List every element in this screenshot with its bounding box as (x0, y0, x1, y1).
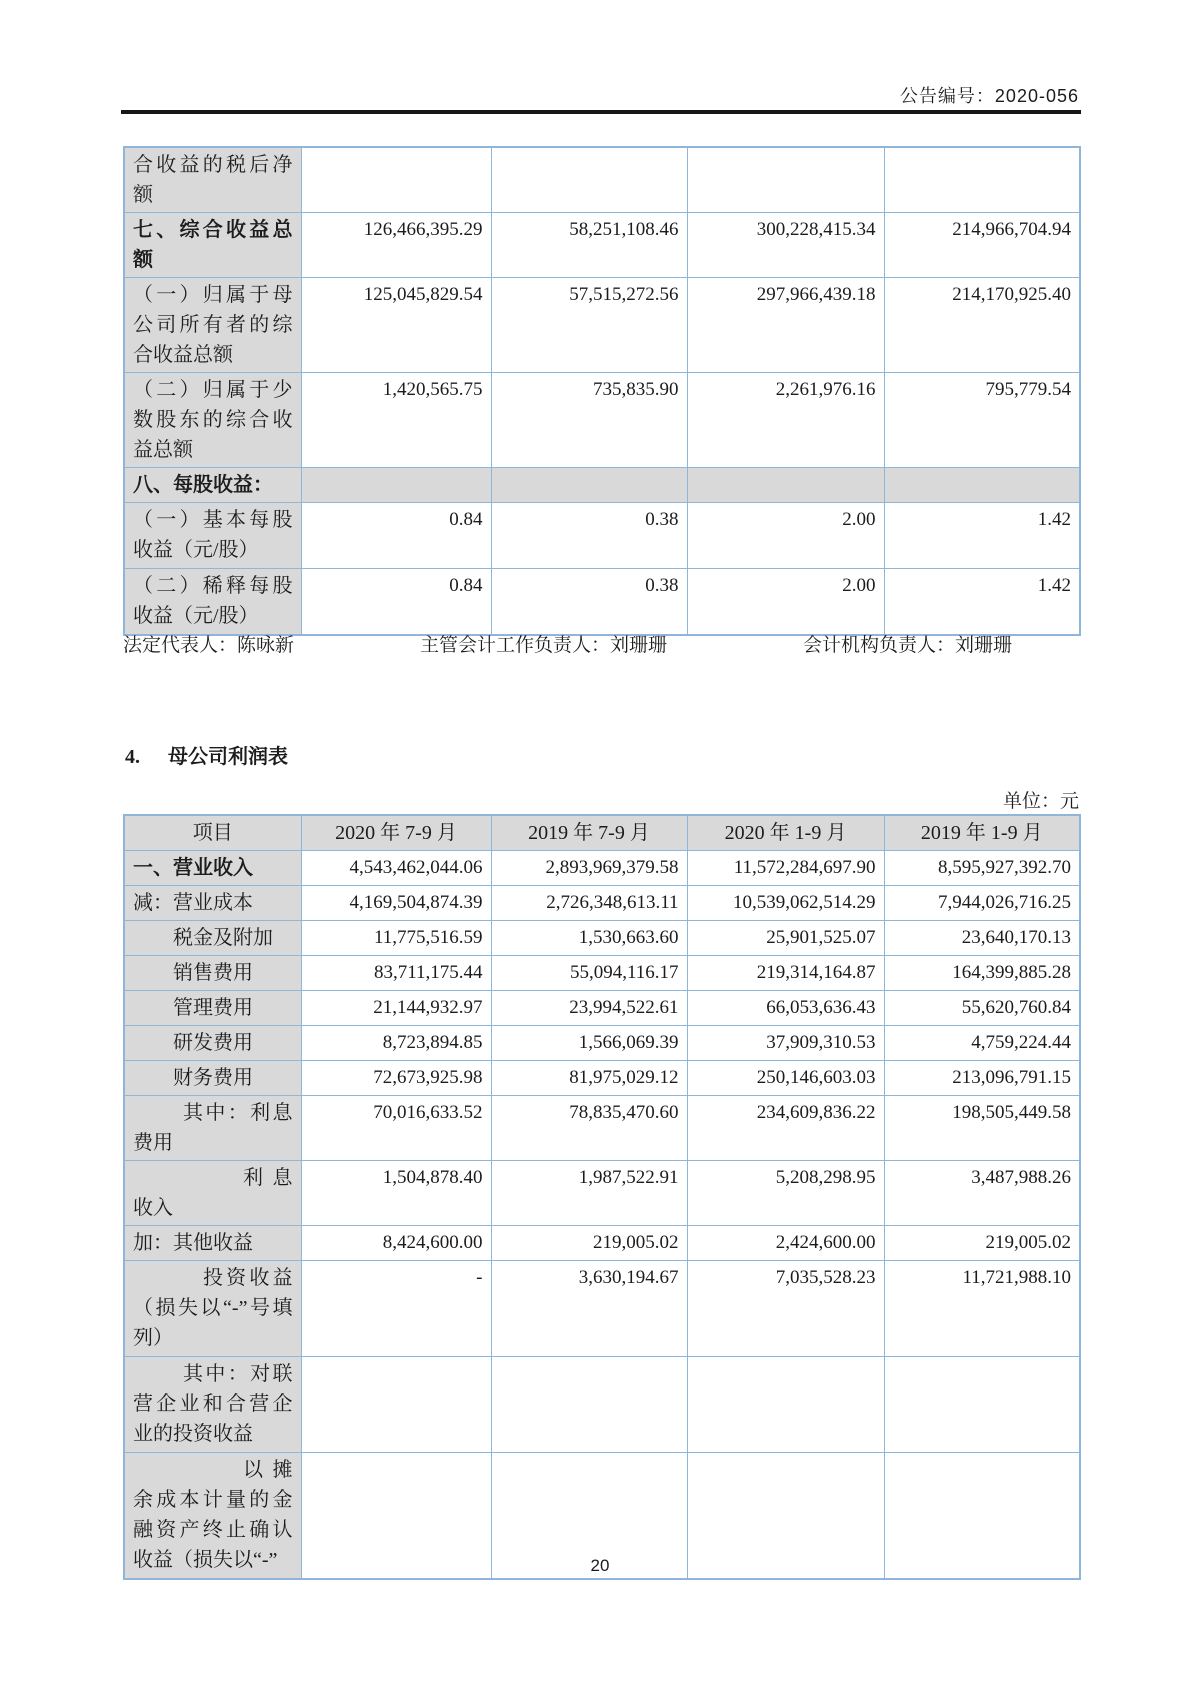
cell-value: 70,016,633.52 (301, 1096, 491, 1161)
row-label: 一、营业收入 (124, 851, 301, 886)
cell-value: 11,572,284,697.90 (687, 851, 884, 886)
signature-line (123, 630, 1079, 656)
table-row (124, 468, 1080, 503)
row-label: 以摊余成本计量的金融资产终止确认收益（损失以“-” (124, 1453, 301, 1579)
row-label: （二）归属于少数股东的综合收益总额 (124, 373, 301, 468)
row-label: 税金及附加 (124, 921, 301, 956)
table-header-row (124, 815, 1080, 851)
cell-value: 7,944,026,716.25 (884, 886, 1080, 921)
cell-value: 214,966,704.94 (884, 213, 1080, 278)
cell-value: 5,208,298.95 (687, 1161, 884, 1226)
table-row (124, 991, 1080, 1026)
cell-value (687, 468, 884, 503)
cell-value: 4,169,504,874.39 (301, 886, 491, 921)
cell-value: 11,775,516.59 (301, 921, 491, 956)
cell-value: 23,640,170.13 (884, 921, 1080, 956)
header-rule (121, 110, 1081, 114)
cell-value: 25,901,525.07 (687, 921, 884, 956)
column-header: 2019 年 1-9 月 (884, 815, 1080, 851)
cell-value: 4,543,462,044.06 (301, 851, 491, 886)
chief-accounting-officer: 主管会计工作负责人：刘珊珊 (420, 635, 668, 656)
cell-value: 8,723,894.85 (301, 1026, 491, 1061)
table-row (124, 147, 1080, 213)
cell-value: 219,005.02 (491, 1226, 687, 1261)
cell-value: 83,711,175.44 (301, 956, 491, 991)
cell-value (884, 468, 1080, 503)
cell-value: 72,673,925.98 (301, 1061, 491, 1096)
cell-value: 4,759,224.44 (884, 1026, 1080, 1061)
cell-value: 234,609,836.22 (687, 1096, 884, 1161)
cell-value: 2,424,600.00 (687, 1226, 884, 1261)
table-row (124, 921, 1080, 956)
row-label: 其中：利息费用 (124, 1096, 301, 1161)
column-header: 项目 (124, 815, 301, 851)
cell-value: 58,251,108.46 (491, 213, 687, 278)
consolidated-income-statement-table (123, 146, 1081, 636)
table-row (124, 373, 1080, 468)
cell-value: 1.42 (884, 503, 1080, 569)
cell-value (491, 468, 687, 503)
cell-value: 10,539,062,514.29 (687, 886, 884, 921)
table-row (124, 1096, 1080, 1161)
row-label: 减：营业成本 (124, 886, 301, 921)
table-row (124, 851, 1080, 886)
table-row (124, 886, 1080, 921)
section-title: 母公司利润表 (168, 746, 288, 768)
table-row (124, 1161, 1080, 1226)
cell-value: 0.38 (491, 503, 687, 569)
table-row (124, 1026, 1080, 1061)
cell-value: 1.42 (884, 569, 1080, 635)
cell-value: 0.84 (301, 503, 491, 569)
accounting-dept-head: 会计机构负责人：刘珊珊 (803, 635, 1013, 656)
cell-value: 57,515,272.56 (491, 278, 687, 373)
table-row (124, 278, 1080, 373)
column-header: 2020 年 1-9 月 (687, 815, 884, 851)
row-label: 七、综合收益总额 (124, 213, 301, 278)
row-label: 加：其他收益 (124, 1226, 301, 1261)
row-label: （一）归属于母公司所有者的综合收益总额 (124, 278, 301, 373)
cell-value: 795,779.54 (884, 373, 1080, 468)
row-label: 合收益的税后净额 (124, 147, 301, 213)
cell-value: 198,505,449.58 (884, 1096, 1080, 1161)
row-label: 研发费用 (124, 1026, 301, 1061)
cell-value: 219,314,164.87 (687, 956, 884, 991)
cell-value: 2,726,348,613.11 (491, 886, 687, 921)
cell-value: 3,487,988.26 (884, 1161, 1080, 1226)
column-header: 2019 年 7-9 月 (491, 815, 687, 851)
row-label: 其中：对联营企业和合营企业的投资收益 (124, 1357, 301, 1453)
notice-number: 公告编号：2020-056 (899, 86, 1079, 106)
cell-value: 78,835,470.60 (491, 1096, 687, 1161)
cell-value: 55,620,760.84 (884, 991, 1080, 1026)
cell-value: 21,144,932.97 (301, 991, 491, 1026)
cell-value: 1,530,663.60 (491, 921, 687, 956)
cell-value: 8,595,927,392.70 (884, 851, 1080, 886)
section-number: 4. (125, 746, 140, 768)
cell-value: 1,504,878.40 (301, 1161, 491, 1226)
cell-value (687, 147, 884, 213)
cell-value (491, 147, 687, 213)
cell-value: 1,987,522.91 (491, 1161, 687, 1226)
cell-value: 213,096,791.15 (884, 1061, 1080, 1096)
cell-value: 0.84 (301, 569, 491, 635)
cell-value: 0.38 (491, 569, 687, 635)
cell-value (301, 147, 491, 213)
cell-value: 55,094,116.17 (491, 956, 687, 991)
row-label: 利息收入 (124, 1161, 301, 1226)
cell-value: 81,975,029.12 (491, 1061, 687, 1096)
row-label: 销售费用 (124, 956, 301, 991)
page-number: 20 (590, 1556, 610, 1575)
row-label: 管理费用 (124, 991, 301, 1026)
cell-value: 125,045,829.54 (301, 278, 491, 373)
table-row (124, 503, 1080, 569)
row-label: 八、每股收益： (124, 468, 301, 503)
cell-value (884, 1357, 1080, 1453)
table-row (124, 1261, 1080, 1357)
unit-note: 单位：元 (1002, 791, 1079, 812)
cell-value: 7,035,528.23 (687, 1261, 884, 1357)
cell-value (301, 1357, 491, 1453)
table-row (124, 1226, 1080, 1261)
cell-value: 1,566,069.39 (491, 1026, 687, 1061)
row-label: 投资收益（损失以“-”号填列） (124, 1261, 301, 1357)
cell-value: 66,053,636.43 (687, 991, 884, 1026)
cell-value: 126,466,395.29 (301, 213, 491, 278)
parent-income-statement-table (123, 814, 1081, 1580)
table-row (124, 1357, 1080, 1453)
cell-value: 37,909,310.53 (687, 1026, 884, 1061)
cell-value (491, 1357, 687, 1453)
column-header: 2020 年 7-9 月 (301, 815, 491, 851)
cell-value: 3,630,194.67 (491, 1261, 687, 1357)
cell-value: 164,399,885.28 (884, 956, 1080, 991)
table-row (124, 1061, 1080, 1096)
cell-value (687, 1357, 884, 1453)
table-row (124, 956, 1080, 991)
cell-value: 300,228,415.34 (687, 213, 884, 278)
cell-value: 11,721,988.10 (884, 1261, 1080, 1357)
cell-value: 8,424,600.00 (301, 1226, 491, 1261)
cell-value: - (301, 1261, 491, 1357)
cell-value: 2.00 (687, 503, 884, 569)
cell-value: 297,966,439.18 (687, 278, 884, 373)
cell-value: 219,005.02 (884, 1226, 1080, 1261)
cell-value: 250,146,603.03 (687, 1061, 884, 1096)
table-row (124, 213, 1080, 278)
cell-value (301, 468, 491, 503)
section-heading (125, 740, 288, 769)
row-label: （一）基本每股收益（元/股） (124, 503, 301, 569)
cell-value (884, 147, 1080, 213)
cell-value: 2,893,969,379.58 (491, 851, 687, 886)
legal-representative: 法定代表人：陈咏新 (123, 635, 295, 656)
row-label: （二）稀释每股收益（元/股） (124, 569, 301, 635)
table-row (124, 569, 1080, 635)
cell-value: 1,420,565.75 (301, 373, 491, 468)
cell-value: 214,170,925.40 (884, 278, 1080, 373)
cell-value: 2.00 (687, 569, 884, 635)
cell-value: 735,835.90 (491, 373, 687, 468)
cell-value: 23,994,522.61 (491, 991, 687, 1026)
row-label: 财务费用 (124, 1061, 301, 1096)
cell-value: 2,261,976.16 (687, 373, 884, 468)
